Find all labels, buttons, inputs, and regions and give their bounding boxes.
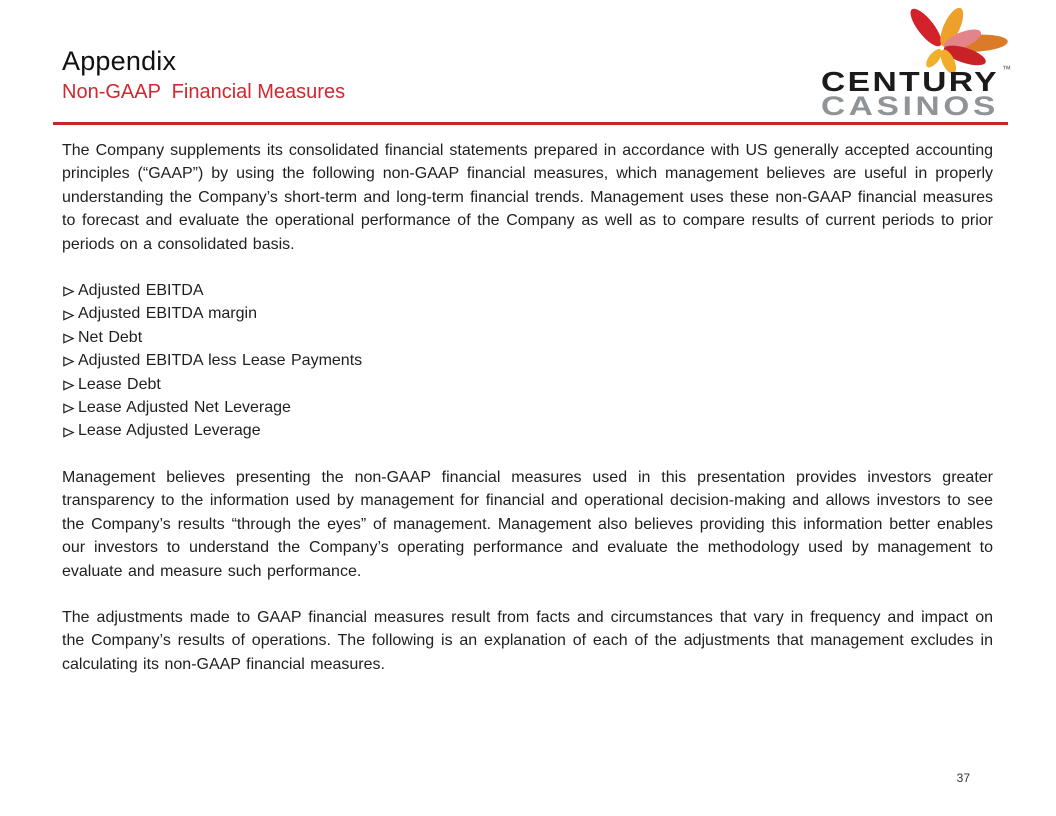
page-subtitle: Non-GAAP Financial Measures bbox=[62, 81, 346, 104]
arrow-bullet-icon bbox=[62, 379, 75, 392]
logo-wordmark-top: CENTURY bbox=[821, 66, 999, 97]
list-item-label: Net Debt bbox=[78, 328, 143, 346]
arrow-bullet-icon bbox=[62, 309, 75, 322]
list-item bbox=[62, 326, 993, 349]
page-title: Appendix bbox=[62, 46, 177, 76]
list-item bbox=[62, 396, 993, 419]
paragraph-adjustments: The adjustments made to GAAP financial measures result from facts and circumstances that vary in frequency and impact on the Company’s results of operations. The following is an explanation of each of the adjustments that management excludes in calculating its non-GAAP financial measures. bbox=[62, 608, 993, 673]
arrow-bullet-icon bbox=[62, 402, 75, 415]
list-item-label: Adjusted EBITDA bbox=[78, 282, 204, 300]
arrow-bullet-icon bbox=[62, 285, 75, 298]
header-divider bbox=[53, 122, 1008, 125]
paragraph-transparency: Management believes presenting the non-GAAP financial measures used in this presentation provides investors greater transparency to the information used by management for financial and operational decision-making and allows investors to see the Company’s results “through the eyes” of management. Management also believes providing this information better enables our investors to understand the Company’s operating performance and evaluate the methodology used by management to evaluate and measure such performance. bbox=[62, 468, 993, 580]
arrow-bullet-icon bbox=[62, 332, 75, 345]
list-item bbox=[62, 279, 993, 302]
list-item-label: Adjusted EBITDA less Lease Payments bbox=[78, 352, 363, 370]
body-copy bbox=[62, 139, 993, 699]
list-item bbox=[62, 373, 993, 396]
non-gaap-measures-list bbox=[62, 279, 993, 443]
page-number: 37 bbox=[956, 771, 970, 785]
logo-trademark: ™ bbox=[1002, 64, 1011, 74]
logo-wordmark-bottom: CASINOS bbox=[821, 91, 999, 116]
list-item bbox=[62, 302, 993, 325]
list-item-label: Lease Adjusted Leverage bbox=[78, 422, 261, 440]
list-item-label: Lease Adjusted Net Leverage bbox=[78, 399, 291, 417]
logo-petal bbox=[906, 4, 947, 50]
century-casinos-logo bbox=[814, 4, 1014, 116]
arrow-bullet-icon bbox=[62, 426, 75, 439]
header bbox=[62, 46, 345, 104]
list-item bbox=[62, 419, 993, 442]
list-item bbox=[62, 349, 993, 372]
list-item-label: Adjusted EBITDA margin bbox=[78, 305, 257, 323]
list-item-label: Lease Debt bbox=[78, 375, 161, 393]
arrow-bullet-icon bbox=[62, 355, 75, 368]
paragraph-intro: The Company supplements its consolidated financial statements prepared in accordance with US generally accepted accounting principles (“GAAP”) by using the following non-GAAP financial measures, which management believes are useful in properly understanding the Company’s short-term and long-term financial trends. Management uses these non-GAAP financial measures to forecast and evaluate the operational performance of the Company as well as to compare results of current periods to prior periods on a consolidated basis. bbox=[62, 142, 993, 253]
